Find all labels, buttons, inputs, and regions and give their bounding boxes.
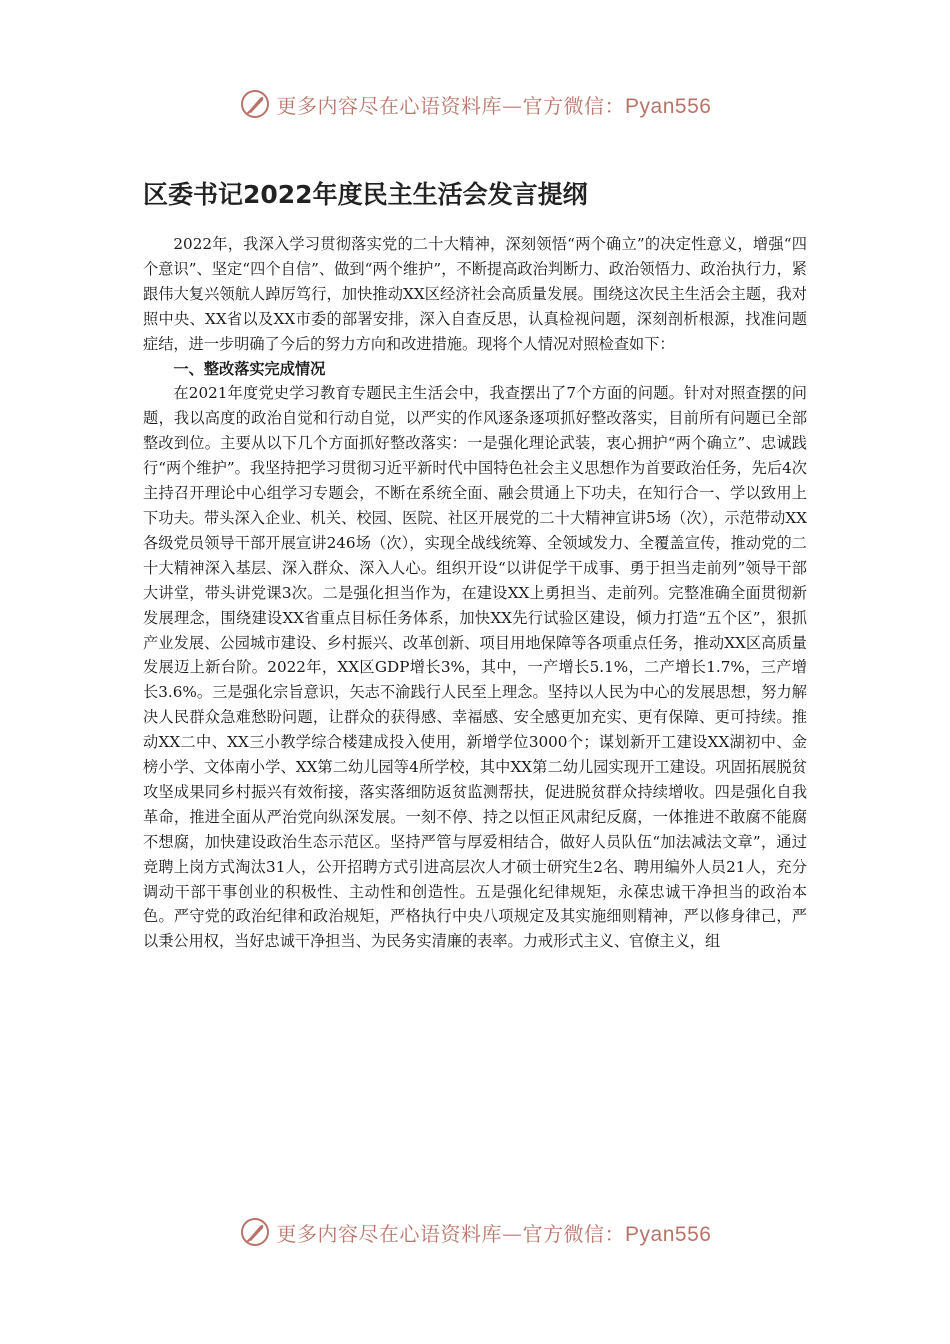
header-banner (0, 84, 950, 124)
document-title: 区委书记2022年度民主生活会发言提纲 (143, 180, 588, 209)
banner-contact-label: 官方微信： (522, 1221, 626, 1246)
section-heading: 一、整改落实完成情况 (173, 359, 326, 378)
section-paragraph: 在2021年度党史学习教育专题民主生活会中，我查摆出了7个方面的问题。针对对照查摆的问题，我以高度的政治自觉和行动自觉，以严实的作风逐条逐项抓好整改落实，目前所有问题已全部整改到位。主要从以下几个方面抓好整改落实：一是强化理论武装，衷心拥护“两个确立”、忠诚践行“两个维护”。我坚持把学习贯彻习近平新时代中国特色社会主义思想作为首要政治任务，先后4次主持召开理论中心组学习专题会，不断在系统全面、融会贯通上下功夫，在知行合一、学以致用上下功夫。带头深入企业、机关、校园、医院、社区开展党的二十大精神宣讲5场（次），示范带动XX各级党员领导干部开展宣讲246场（次），实现全战线统筹、全领域发力、全覆盖宣传，推动党的二十大精神深入基层、深入群众、深入人心。组织开设“以讲促学干成事、勇于担当走前列”领导干部大讲堂，带头讲党课3次。二是强化担当作为，在建设XX上勇担当、走前列。完整准确全面贯彻新发展理念，围绕建设XX省重点目标任务体系，加快XX先行试验区建设，倾力打造“五个区”，狠抓产业发展、公园城市建设、乡村振兴、改革创新、项目用地保障等各项重点任务，推动XX区高质量发展迈上新台阶。2022年，XX区GDP增长3%，其中，一产增长5.1%，二产增长1.7%，三产增长3.6%。三是强化宗旨意识，矢志不渝践行人民至上理念。坚持以人民为中心的发展思想，努力解决人民群众急难愁盼问题，让群众的获得感、幸福感、安全感更加充实、更有保障、更可持续。推动XX二中、XX三小教学综合楼建成投入使用，新增学位3000个；谋划新开工建设XX湖初中、金榜小学、文体南小学、XX第二幼儿园等4所学校，其中XX第二幼儿园实现开工建设。巩固拓展脱贫攻坚成果同乡村振兴有效衔接，落实落细防返贫监测帮扶，促进脱贫群众持续增收。四是强化自我革命，推进全面从严治党向纵深发展。一刻不停、持之以恒正风肃纪反腐，一体推进不敢腐不能腐不想腐，加快建设政治生态示范区。坚持严管与厚爱相结合，做好人员队伍“加法减法文章”，通过竞聘上岗方式淘汰31人，公开招聘方式引进高层次人才硕士研究生2名、聘用编外人员21人，充分调动干部干事创业的积极性、主动性和创造性。五是强化纪律规矩，永葆忠诚干净担当的政治本色。严守党的政治纪律和政治规矩，严格执行中央八项规定及其实施细则精神，严以修身律己，严以秉公用权，当好忠诚干净担当、为民务实清廉的表率。力戒形式主义、官僚主义，组 (143, 384, 807, 951)
footer-banner (0, 1212, 950, 1252)
quill-logo-icon (239, 88, 271, 120)
banner-contact-id: Pyan556 (625, 94, 712, 118)
banner-text (277, 1218, 712, 1247)
intro-paragraph: 2022年，我深入学习贯彻落实党的二十大精神，深刻领悟“两个确立”的决定性意义，增强“四个意识”、坚定“四个自信”、做到“两个维护”，不断提高政治判断力、政治领悟力、政治执行力，紧跟伟大复兴领航人踔厉笃行，加快推动XX区经济社会高质量发展。围绕这次民主生活会主题，我对照中央、XX省以及XX市委的部署安排，深入自查反思，认真检视问题，深刻剖析根源，找准问题症结，进一步明确了今后的努力方向和改进措施。现将个人情况对照检查如下： (143, 235, 807, 353)
banner-separator: — (502, 1221, 523, 1246)
quill-logo-icon (239, 1216, 271, 1248)
banner-text (277, 90, 712, 119)
banner-contact-label: 官方微信： (522, 93, 626, 118)
banner-contact-id: Pyan556 (625, 1222, 712, 1246)
document-body (143, 232, 807, 954)
banner-brand: 更多内容尽在心语资料库 (276, 93, 503, 118)
banner-separator: — (502, 93, 523, 118)
banner-brand: 更多内容尽在心语资料库 (276, 1221, 503, 1246)
